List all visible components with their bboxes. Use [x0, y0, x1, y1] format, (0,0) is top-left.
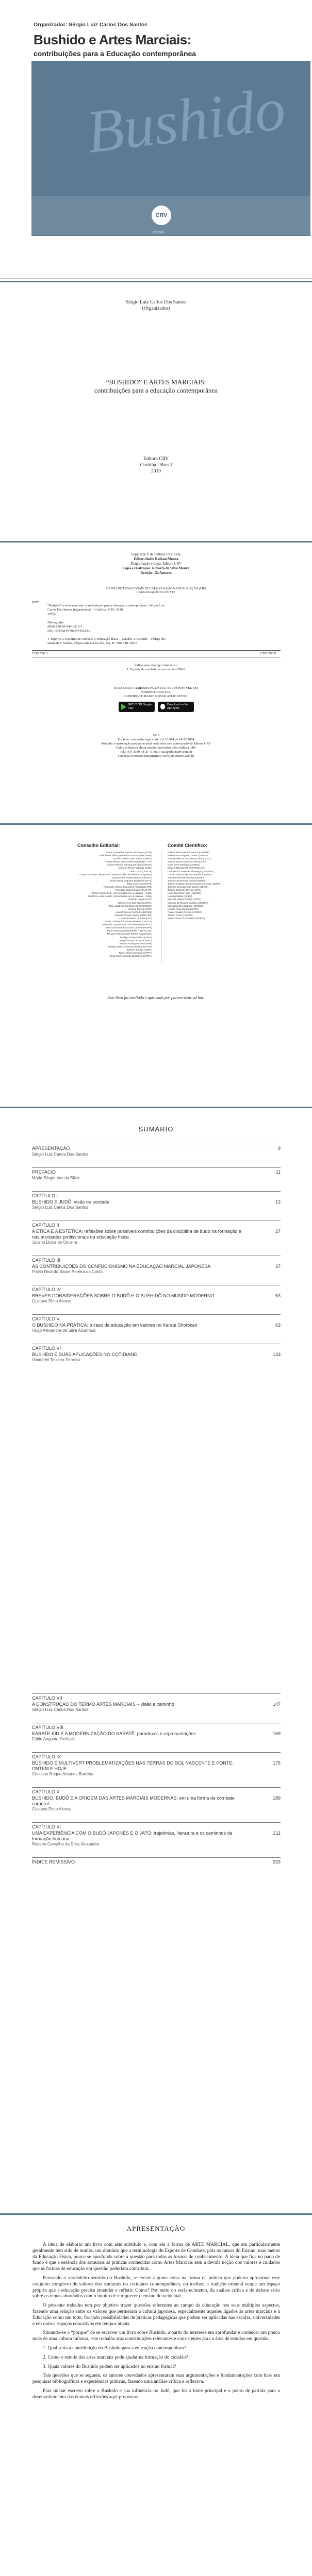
copyright-line-4: Capa e Ilustração: Roberto da Silva Moura	[122, 566, 190, 570]
toc-title: CAPÍTULO III	[32, 1258, 61, 1263]
catalog-rule	[32, 650, 281, 651]
index-entry: 1. Esporte de combate: artes marciais 796.8	[126, 668, 186, 671]
presentation-paragraph: Tais questões que se seguem, os autores convidados apresentaram suas argumentações e fundamentações com base em pesquisas bibliográficas e experiências práticas, fazendo uma análise crítica e reflexiva.	[32, 2373, 280, 2385]
presentation-paragraph: 2. Como o estudo das artes marciais pode ajudar na formação do cidadão?	[43, 2354, 188, 2360]
scientific-member: Wania Ribeiro Fernandes (UNIRIO)	[168, 917, 205, 920]
app-store-badge[interactable]	[158, 702, 194, 712]
toc-page-number: 11	[275, 1170, 281, 1175]
presentation-paragraph: O presente trabalho tem por objetivo trazer questões referentes ao campo da educação nos seus múltiplos aspectos, fazendo uma relação entre os valores que permeiam a cultura japonesa, especialmente aqueles ligados às artes marciais e à Educação como um todo, focando possibilidades de práticas pedagógicas que podem ser aplicadas nas escolas, universidades e em outros espaços educativos em tempos atuais.	[32, 2303, 280, 2327]
catalog-line: Carlos Dos Santos (organizador) – Curitiba : CRV, 2019.	[47, 608, 124, 612]
editorial-member: Maria Cristina dos Santos Bezerra (UFSCar)	[105, 920, 152, 923]
title-book: “BUSHIDO” E ARTES MARCIAIS:	[106, 378, 206, 386]
footer-line: Foi feito o depósito legal conf. Lei 10.994 de 14/12/2004	[118, 738, 194, 741]
title-year: 2019	[151, 469, 161, 474]
editorial-member: Josania Portela (UFPI)	[128, 907, 152, 910]
editorial-member: Maria de Lourdes Pinto de Almeida (UNOESC)	[103, 923, 152, 926]
toc-title: CAPÍTULO IV	[32, 1287, 61, 1292]
toc-page-number: 9	[277, 1146, 281, 1151]
editorial-member: João Adalberto Campato Junior (UNESP)	[108, 904, 152, 907]
toc-page-number: 13	[275, 1199, 281, 1205]
catalog-line: samurais I. Santos, Sérgio Luiz Carlos dos. org. II. Título III. Série	[47, 641, 137, 646]
copyright-line-5: Revisão: Os Autores	[140, 571, 172, 575]
footer-line: Tel.: (41) 3039-6418 - E-mail: sac@editoracrv.com.br	[120, 750, 192, 754]
editorial-member: Elione Maria Nogueira Diogenes (UFAL)	[110, 879, 152, 882]
catalog-block	[47, 604, 280, 646]
cover-title: Bushido e Artes Marciais:	[34, 32, 191, 47]
footer-line: Conheça os nossos lançamentos: www.editoracrv.com.br	[118, 754, 194, 758]
editorial-member: Lourdes Helena da Silva (UFV)	[119, 917, 152, 920]
editorial-member: Lídia de Oliveira Xavier (UNIEURO)	[114, 913, 152, 917]
toc-page-number: 133	[272, 1352, 281, 1357]
logo-text: CRV	[155, 212, 168, 218]
page-separator	[0, 281, 312, 282]
page-separator	[0, 541, 312, 543]
scientific-member: José Lucas Moreira Vieira (UNIRIO)	[168, 879, 206, 882]
toc-rule	[32, 1167, 281, 1168]
toc-rule	[32, 1314, 281, 1315]
ebook-notice-1: ESTA OBRA TAMBÉM ENCONTRA-SE DISPONÍVEL EM	[114, 686, 198, 690]
toc-author: Sérgio Luiz Carlos Dos Santos	[32, 1205, 88, 1210]
toc-title: APRESENTAÇÃO	[32, 1146, 70, 1151]
footer-year: 2019	[153, 734, 159, 737]
presentation-paragraph: A ideia de elaborar um livro com este subtítulo e, com ele a forma de ARTE MARCIAL, que em particularmente geralmente tem sido de muitas, um domínio que a terminologia de Esporte de Combate, pois os ramos do Ensino, mas menos da Educação Física, pouco se aprofunda sobre a questão para todas as formas de conhecimento. A ideia que fica no pano de fundo é que a essência dos samurais as práticas conhecidas como Artes Marciais sem a devida noção dos valores e cuidados que as formas de educação em questão poderiam contribuir.	[32, 2242, 280, 2272]
toc-author: Flavio Ricardo Saure Pereira da Costa	[32, 1269, 103, 1274]
editorial-member: Guillermo Arias Beatón (Universidade de La Havana – Cuba)	[88, 895, 152, 898]
presentation-paragraph: 3. Quais valores do Bushido podem ser aplicados no ensino formal?	[43, 2364, 176, 2369]
title-role: (Organizador)	[142, 306, 170, 311]
title-page	[0, 289, 312, 549]
toc-title: CAPÍTULO XI	[32, 1824, 61, 1829]
catalog-line	[47, 633, 280, 637]
scientific-member: Elianne Macedo (UniEVANGÉLICA)	[168, 867, 206, 870]
toc-title: CAPÍTULO VIII	[32, 1725, 64, 1730]
toc-subtitle: BUSHIDO E SUAS APLICAÇÕES NO COTIDIANO	[32, 1352, 138, 1357]
catalog-line: DOI 10.24824/978854443213.3	[47, 629, 91, 633]
catalog-header-1: DADOS INTERNACIONAIS DE CATALOGAÇÃO NA PUBLICAÇÃO (CIP)	[106, 587, 206, 590]
catalog-cdu: CDU 796.8	[32, 652, 47, 655]
scientific-member: Adelcio Machado dos Santos (UNIARP)	[168, 851, 210, 854]
toc-author: Mário Sérgio Vaz da Silva	[32, 1176, 79, 1180]
toc-title: CAPÍTULO VII	[32, 1696, 62, 1701]
toc-author: Gustavo Pinto Alonso	[32, 1807, 72, 1811]
toc-page-number: 37	[275, 1264, 281, 1269]
toc-title: CAPÍTULO X	[32, 1789, 60, 1794]
copyright-page	[0, 547, 312, 825]
scientific-member: Beatriz Nunes Santos e Silva (UFSJ)	[168, 860, 207, 863]
catalog-cdd: CDD 796.8	[260, 652, 276, 655]
toc-title: CAPÍTULO I	[32, 1193, 58, 1198]
toc-author: Cristiano Roque Antunes Barreira	[32, 1772, 94, 1776]
page-separator	[0, 2213, 312, 2215]
toc-page-number: 53	[275, 1293, 281, 1298]
presentation-body	[32, 2242, 280, 2404]
editorial-board-title: Conselho Editorial:	[77, 843, 120, 848]
toc-page-number: 63	[275, 1323, 281, 1328]
app-store-label: Download on the App Store	[167, 703, 189, 710]
catalog-line: 1. Esporte 2. Esportes de combate 3. Educação física – Estudos 4. Bushido – código dos	[47, 637, 166, 641]
copyright-line-1: Copyright © da Editora CRV Ltda.	[130, 552, 182, 556]
editorial-member: Cesar Gerónimo Tello (Univer. Nacional Três de Febrero – Argentina)	[79, 873, 152, 876]
publisher-logo	[150, 204, 173, 227]
toc-page-number: 175	[272, 1760, 281, 1766]
toc-rule	[32, 1857, 281, 1858]
play-icon	[121, 704, 126, 710]
editorial-member: Carmen Tereza Velanga (UNIR)	[119, 867, 152, 870]
toc-author: Sérgio Luiz Carlos Dos Santos	[32, 1152, 88, 1157]
toc-subtitle: A CONSTRUÇÃO DO TERMO ARTES MARCIAIS – visão e caminho	[32, 1702, 174, 1707]
editorial-member: Aldira Guimarães Duarte Domínguez (UNB)	[106, 851, 152, 854]
scientific-board-title: Comitê Científico:	[168, 843, 208, 848]
toc-page-number: 27	[275, 1229, 281, 1234]
title-publisher: Editora CRV	[143, 456, 169, 462]
catalog-line: Bibliografia	[47, 620, 64, 624]
editorial-member: Rodrigo Pratte-Santos (UFES)	[120, 936, 152, 939]
toc-subtitle: O BUSHIDO NA PRÁTICA: o caso da educação em valores no Karate Shotokan	[32, 1323, 198, 1328]
title-book-sub: contribuições para a educação contemporânea	[94, 386, 218, 394]
toc-page-number: 189	[272, 1795, 281, 1801]
editorial-member: Simone Rodrigues Pinto (UNB)	[119, 942, 152, 945]
editorial-member: Francisco Carlos Duarte (PUC-PR)	[115, 889, 152, 892]
toc-subtitle: BUSHIDO E JUDÔ: visão ou verdade	[32, 1199, 110, 1205]
scientific-member: Marcelo Moraes e Silva (UFPR)	[168, 898, 201, 901]
toc-subtitle: BUSHIDO E MULTIVERT PROBLEMATIZAÇÕES NAS TERRAS DO SOL NASCENTE E PONTE, ONTEM E HOJE	[32, 1760, 234, 1771]
scientific-member: Priscila Ruas Miranda (UFPA)	[168, 907, 199, 910]
toc-rule	[32, 1822, 281, 1823]
cover-page	[0, 0, 312, 289]
presentation-paragraph: Situando-se o “porque” de se escrever um livro sobre Bushido, a partir do interesse em aprofundar e conhecer um pouco mais de uma cultura milenar, este trabalho traz contribuições relevantes e consistentes para a área de estudos em questão.	[32, 2330, 280, 2342]
toc-rule	[32, 1191, 281, 1192]
editorial-member: Leonel Severo Rocha (UNISINOS)	[116, 910, 152, 913]
toc-subtitle: A ÉTICA E A ESTÉTICA: reflexões sobre possíveis contribuições da disciplina de budo na formação e nas atividades profissionais da educação física	[32, 1229, 241, 1240]
editorial-member: Sydione Santos (UEPG)	[126, 948, 152, 951]
editorial-member: Solange Helena Ximenes-Rocha (UFOPA)	[107, 945, 152, 948]
scientific-member: Antonio Marcos dos Santos Silva (UFGD)	[168, 857, 211, 860]
toc-title: CAPÍTULO IX	[32, 1754, 61, 1759]
toc-page-number: 147	[272, 1702, 281, 1707]
google-play-badge[interactable]	[119, 702, 155, 712]
title-city: Curitiba - Brasil	[140, 463, 172, 468]
editorial-member: Renato Francisco dos Santos Paula (UFG)	[107, 933, 152, 936]
editorial-member: Carlos Federico Dominguez Avila (Unieuro)	[106, 863, 152, 867]
toc-subtitle: AS CONTRIBUIÇÕES DO CONFUCIONISMO NA EDUCAÇÃO MARCIAL JAPONESA	[32, 1264, 211, 1269]
page-separator	[0, 1107, 312, 1108]
scientific-member: Marta Mendes Barbosa (UNIRIO)	[168, 904, 203, 907]
presentation-page	[0, 2219, 312, 2576]
scientific-member: Carla Silva Machado (UNIRIO)	[168, 863, 200, 867]
ebook-notice-2: FORMATO DIGITAL.	[140, 690, 172, 694]
copyright-line-2: Editor-chefe: Railson Moura	[134, 557, 178, 561]
editorial-member: Andréia da Silva Quintanilha Sousa (UNIR/UFRN)	[100, 854, 152, 857]
toc-title: CAPÍTULO V	[32, 1316, 60, 1321]
toc-rule	[32, 1752, 281, 1753]
cover-organizer: Organizador: Sérgio Luiz Carlos Dos Santos	[34, 22, 148, 28]
editorial-member: Maria Lília Imbiriba Sousa Colares (UFOPA)	[105, 926, 152, 929]
toc-title: CAPÍTULO VI	[32, 1346, 61, 1351]
scientific-member: Mariana de Moraes Cardoso (UNIRIO)	[168, 901, 208, 904]
board-page	[0, 831, 312, 1119]
presentation-paragraph: Para iniciar escrevo sobre o Bushido e sua influência no Judô, que foi a fonte principal e o ponto de partida para o desenvolvimento das demais reflexões aqui propostas.	[32, 2388, 280, 2400]
editorial-member: Gloria Fariñas León (Universidade de La Havana – Cuba)	[91, 892, 152, 895]
presentation-paragraph: 1. Qual seria a contribuição do Bushido para a educação contemporânea?	[43, 2345, 187, 2351]
catalog-line: “Bushido” e artes marciais: contribuições para a educação contemporânea / Sérgio Luiz	[47, 604, 165, 607]
catalog-code: B976	[32, 601, 40, 604]
catalog-header-2: CATALOGAÇÃO NA FONTE	[136, 591, 176, 594]
cover-bottom-rule	[0, 278, 312, 279]
editorial-member: Paulo Romualdo Hernandes (UNIFAL-MG)	[107, 929, 152, 933]
toc-author: Gustavo Pinto Alonso	[32, 1299, 72, 1303]
toc-subtitle: BREVES CONSIDERAÇÕES SOBRE O BUDÔ E O BUSHIDÔ NO MUNDO MODERNO	[32, 1293, 215, 1298]
review-note: Este livro foi avaliado e aprovado por pareceristas ad hoc.	[107, 995, 205, 1000]
scientific-member: Rafael Arnaldo Pereira (UNIRIO)	[168, 910, 202, 913]
scientific-member: Juliano Dutra de Oliveira (UFS)	[168, 889, 201, 892]
apple-icon	[160, 704, 165, 709]
ebook-notice-3: CONHEÇA E BAIXE NOSSO APLICATIVO!	[124, 694, 188, 698]
editorial-member: Carlos Alberto Vilar Estêvão (UMINHO – PT)	[105, 860, 152, 863]
toc-title: ÍNDICE REMISSIVO	[32, 1859, 75, 1865]
toc-page-number: 233	[272, 1859, 281, 1865]
toc-rule	[32, 1693, 281, 1694]
footer-line: Proibida a reprodução parcial ou total desta obra sem autorização da Editora CRV	[101, 742, 211, 745]
toc-author: Juliano Dutra de Oliveira	[32, 1240, 77, 1245]
index-title: Índice para catálogo sistemático	[134, 664, 178, 667]
toc-heading: SUMÁRIO	[138, 1125, 174, 1133]
page-separator	[0, 823, 312, 825]
toc-author: Robson Carvalho da Silva Alexandre	[32, 1842, 100, 1846]
toc-author: Hugo Alexandre de Silva Alcantara	[32, 1328, 96, 1333]
toc-author: Vanderlei Teixeira Ferreira	[32, 1358, 80, 1362]
cover-big-word: Bushido	[83, 74, 289, 166]
editorial-member: Eduardo Fernandes Barbosa (UFMG)	[112, 876, 152, 879]
editorial-list	[75, 851, 152, 958]
toc-subtitle: KARATE KID E A MODERNIZAÇÃO DO KARATÊ: paradoxos e representações	[32, 1731, 196, 1736]
toc-subtitle: UMA EXPERIÊNCIA COM O BUDÔ JAPONÊS E O JATÔ: trajetórias, literatura e os caminhos da formação humana	[32, 1831, 233, 1841]
logo-caption: editora	[153, 231, 164, 234]
toc-subtitle: BUSHIDO, BUDÔ E A ORIGEM DAS ARTES MARCIAIS MODERNAS: em uma forma de combate corporal	[32, 1795, 235, 1806]
scientific-member: Anderson Rodrigues Correa (UNIRIO)	[168, 854, 208, 857]
editorial-member: Tania Suely Azevedo Brasileiro (UFOPA)	[109, 955, 152, 958]
toc-title: PREFÁCIO	[32, 1170, 56, 1175]
toc-author: Sérgio Luiz Carlos Dos Santos	[32, 1707, 88, 1712]
presentation-heading: APRESENTAÇÃO	[126, 2225, 186, 2232]
editorial-member: Helmuth Krüger (UCP)	[128, 898, 152, 901]
editorial-member: Celso Conti (UFSCar)	[129, 870, 152, 873]
editorial-member: Jailson Alves dos Santos (UFRJ)	[118, 901, 152, 904]
scientific-member: Guilherme Gomes de Alvarenga (UNIVASF)	[168, 870, 214, 873]
toc-page	[0, 1113, 312, 1911]
toc-author: Fábio Augusto Yoshiaki	[32, 1737, 75, 1741]
scientific-member: Luciano Basso (UFSM)	[168, 895, 192, 898]
catalog-line	[47, 617, 280, 621]
toc-title: CAPÍTULO II	[32, 1223, 59, 1228]
editorial-member: Élsio José Corá (UFFS)	[127, 882, 152, 885]
toc-page-number: 211	[273, 1831, 281, 1836]
cover-subtitle: contribuições para a Educação contemporânea	[34, 49, 196, 58]
google-play-label: GET IT ON Google Play	[128, 703, 152, 710]
scientific-member: Lúcia Terezinha Faria (UNIRIO)	[168, 892, 201, 895]
title-author: Sérgio Luiz Carlos Dos Santos	[126, 300, 186, 305]
editorial-member: Fernando Antônio Gonçalves Alcoforado (IPB)	[104, 886, 152, 889]
scientific-member: Josimar Gonçalves de Jesus (UNIRIO)	[168, 886, 209, 889]
editorial-member: Tadeu Oliver Gonçalves (UFPA)	[118, 952, 152, 954]
copyright-line-3: Diagramação e Capa: Editora CRV	[130, 562, 182, 566]
toc-page-number: 159	[272, 1731, 281, 1736]
scientific-member: Tatiana Peres (UNIRIO)	[168, 913, 193, 917]
catalog-line: 106 p.	[47, 612, 56, 616]
editorial-member: Antônio Pereira Gaio Júnior (UFRRJ)	[113, 857, 152, 860]
editorial-member: Sérgio Nunes de Jesus (IFRO)	[120, 939, 152, 942]
presentation-paragraph: Pensando o verdadeiro sentido do Bushido, se existe alguma coisa na forma de prática que poderia aproximar esse conjunto complexo de valores dos samurais do cotidiano contemporâneo, ou melhor, a tradição oriental ocupa um espaço próprio que a educação precisa entender e refletir. Como? Por meio do esclarecimento, da análise crítica e do debate sério sobre os temas abordados com o intuito de enriquecer o ensino do ocidental.	[32, 2275, 280, 2299]
scientific-member: Izabel Cristina Feijó de Andrade (UNIRIO)	[168, 873, 212, 876]
footer-line: Todos os direitos desta edição reservados pela: Editora CRV	[116, 746, 196, 750]
scientific-member: José de Ribamar Pereira (UNIRIO)	[168, 876, 205, 879]
toc-rule	[32, 1787, 281, 1788]
catalog-line: ISBN 978-85-444-3213-3	[47, 624, 83, 629]
scientific-member: Joelma Cristina Parente Monteiro Alencar (UEPA)	[168, 882, 220, 885]
scientific-list	[168, 851, 245, 920]
